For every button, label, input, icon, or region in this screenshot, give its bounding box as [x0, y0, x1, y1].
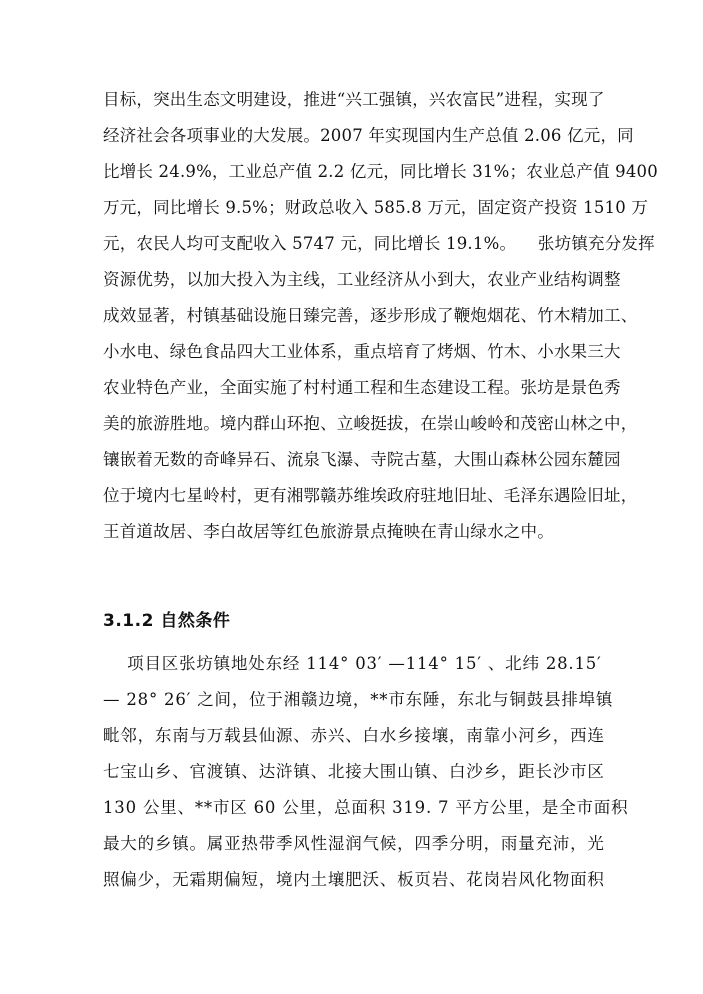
text-line: 王首道故居、李白故居等红色旅游景点掩映在青山绿水之中。 [103, 522, 554, 541]
text-line: 位于境内七星岭村，更有湘鄂赣苏维埃政府驻地旧址、毛泽东遇险旧址， [103, 486, 638, 505]
text-line: 资源优势，以加大投入为主线，工业经济从小到大，农业产业结构调整 [103, 270, 621, 289]
text-line: 镶嵌着无数的奇峰异石、流泉飞瀑、寺院古墓，大围山森林公园东麓园 [103, 450, 621, 469]
text-line: — 28° 26′ 之间，位于湘赣边境，**市东陲，东北与铜鼓县排埠镇 [103, 690, 614, 709]
text-line: 最大的乡镇。属亚热带季风性湿润气候，四季分明，雨量充沛，光 [103, 834, 605, 853]
text-line: 比增长 24.9%，工业总产值 2.2 亿元，同比增长 31%；农业总产值 9400 [103, 162, 658, 181]
text-line: 经济社会各项事业的大发展。2007 年实现国内生产总值 2.06 亿元，同 [103, 126, 634, 145]
text-line: 万元，同比增长 9.5%；财政总收入 585.8 万元，固定资产投资 1510 万 [103, 198, 649, 217]
text-line: 元，农民人均可支配收入 5747 元，同比增长 19.1%。 张坊镇充分发挥 [103, 234, 655, 253]
text-line: 七宝山乡、官渡镇、达浒镇、北接大围山镇、白沙乡，距长沙市区 [103, 762, 605, 781]
text-line: 美的旅游胜地。境内群山环抱、立峻挺拔，在崇山峻岭和茂密山林之中， [103, 414, 638, 433]
text-line: 小水电、绿色食品四大工业体系，重点培育了烤烟、竹木、小水果三大 [103, 342, 621, 361]
text-line: 毗邻，东南与万载县仙源、赤兴、白水乡接壤，南靠小河乡，西连 [103, 726, 605, 745]
text-line: 项目区张坊镇地处东经 114° 03′ —114° 15′ 、北纬 28.15′ [103, 654, 602, 673]
text-line: 照偏少，无霜期偏短，境内土壤肥沃、板页岩、花岗岩风化物面积 [103, 870, 605, 889]
text-line: 成效显著，村镇基础设施日臻完善，逐步形成了鞭炮烟花、竹木精加工、 [103, 306, 638, 325]
text-line: 130 公里、**市区 60 公里，总面积 319. 7 平方公里，是全市面积 [103, 798, 629, 817]
text-line: 目标，突出生态文明建设，推进“兴工强镇，兴农富民”进程，实现了 [103, 90, 605, 109]
section-heading: 3.1.2 自然条件 [103, 611, 231, 631]
text-line: 农业特色产业，全面实施了村村通工程和生态建设工程。张坊是景色秀 [103, 378, 621, 397]
